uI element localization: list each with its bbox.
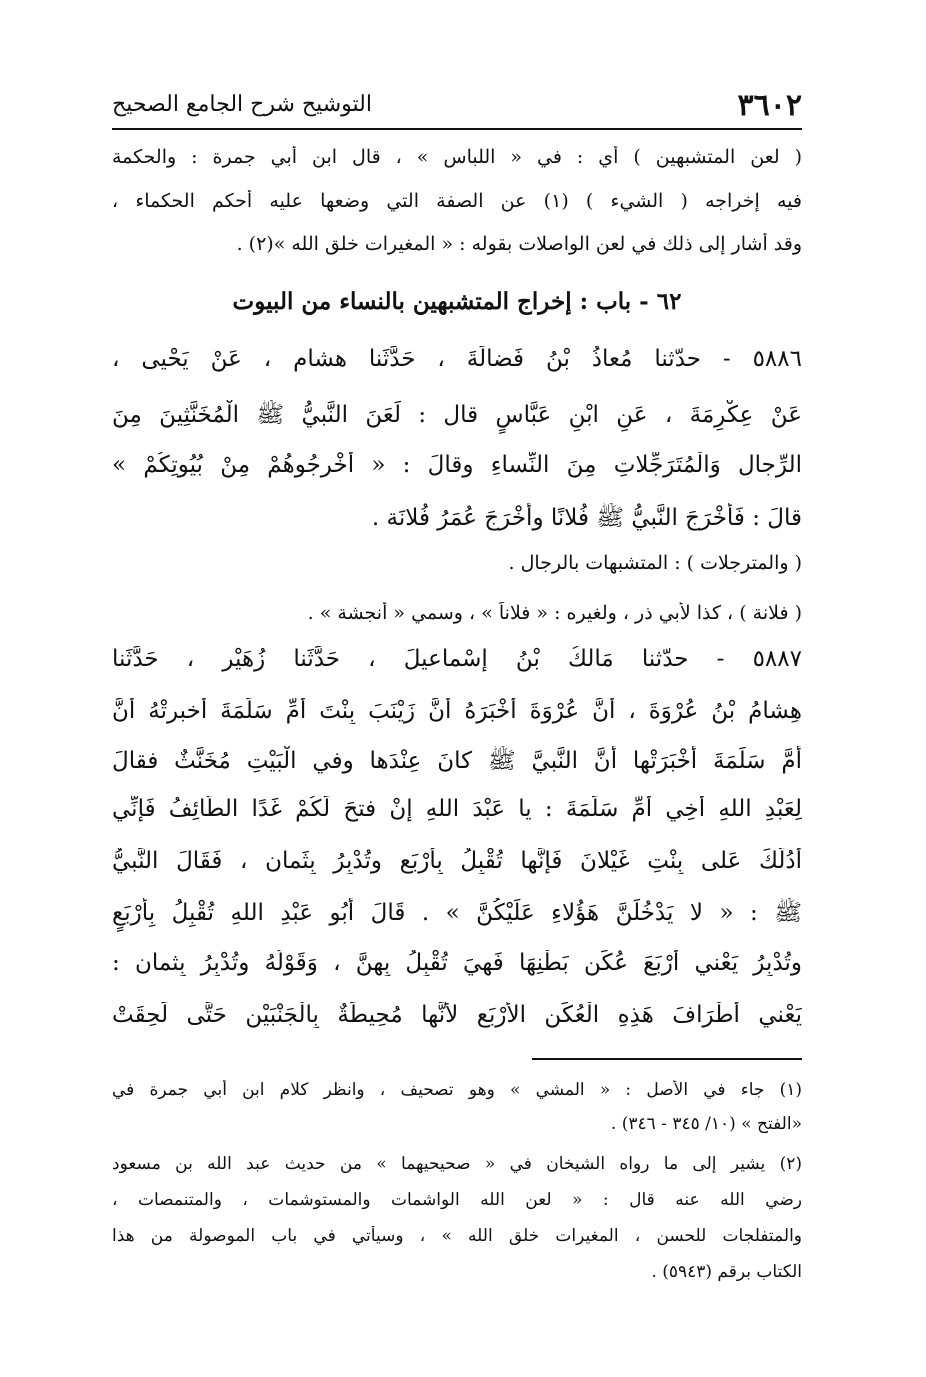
hadith-text-line: ٥٨٨٧ - حدّثنا مَالكُ بْنُ إسْماعيلَ ، حَدَّثَنا زُهَيْر ، حَدَّثَنا	[112, 646, 802, 672]
hadith-text-line: وتُدْبِرُ يَعْني أَرْبَعَ عُكَنِ بَطْنِهَا فَهِيَ تُقْبِلُ بِهِنَّ ، وَقَوْلُهُ وتُدْبِرُ بِثمان :	[112, 950, 802, 976]
chapter-heading: ٦٢ - باب : إخراج المتشبهين بالنساء من البيوت	[232, 288, 682, 315]
footnote-line: (١) جاء في الأصل : « المشي » وهو تصحيف ، وانظر كلام ابن أبي جمرة في	[112, 1080, 802, 1100]
footnote-separator	[532, 1058, 802, 1060]
footnote-line: والمتفلجات للحسن ، المغيرات خلق الله » ، وسيأتي في باب الموصولة من هذا	[112, 1226, 802, 1246]
hadith-text-line: ٥٨٨٦ - حدّثنا مُعاذُ بْنُ فَضالَةَ ، حَدَّثَنا هشام ، عَنْ يَحْيى ،	[112, 346, 802, 372]
footnote-line: «الفتح » (١٠/ ٣٤٥ - ٣٤٦) .	[610, 1114, 802, 1134]
hadith-text-line: الرِّجالِ وَالْمُتَرَجِّلاتِ مِنَ النِّساءِ وقالَ : « أَخْرِجُوهُمْ مِنْ بُيُوتِكُمْ »	[112, 452, 802, 478]
commentary-line: وقد أشار إلى ذلك في لعن الواصلات بقوله : « المغيرات خلق الله »(٢) .	[236, 233, 802, 255]
page-number: ٣٦٠٢	[737, 88, 802, 123]
running-title: التوشيح شرح الجامع الصحيح	[112, 92, 372, 117]
commentary-line: ( لعن المتشبهين ) أي : في « اللباس » ، قال ابن أبي جمرة : والحكمة	[112, 146, 802, 168]
hadith-text-line: عَنْ عِكْرِمَةَ ، عَنِ ابْنِ عَبَّاسٍ قال : لَعَنَ النَّبيُّ ﷺ الْمُخَنَّثِينَ مِنَ	[112, 402, 802, 428]
hadith-text-line: يَعْني أَطْرَافَ هَذِهِ الْعُكَنِ الأَرْبَعِ لأَنَّها مُحِيطَةٌ بِالْجَنْبَيْنِ حَتَّى لَحِقَتْ	[112, 1002, 802, 1028]
commentary-line: ( والمترجلات ) : المتشبهات بالرجال .	[508, 552, 802, 574]
footnote-line: الكتاب برقم (٥٩٤٣) .	[651, 1262, 802, 1282]
hadith-text-line: ﷺ : « لا يَدْخُلَنَّ هَؤُلاءِ عَلَيْكُنَّ » . قَالَ أَبُو عَبْدِ اللهِ تُقْبِلُ بِأَرْبَعٍ	[112, 900, 802, 926]
commentary-line: ( فلانة ) ، كذا لأبي ذر ، ولغيره : « فلاناً » ، وسمي « أنجشة » .	[307, 602, 802, 624]
commentary-line: فيه إخراجه ( الشيء ) (١) عن الصفة التي وضعها عليه أحكم الحكماء ،	[112, 190, 802, 212]
hadith-text-line: أُمَّ سَلَمَةَ أَخْبَرَتْها أَنَّ النَّبيَّ ﷺ كانَ عِنْدَها وفي الْبَيْتِ مُخَنَّثٌ فقالَ	[112, 748, 802, 774]
hadith-text-line: قالَ : فَأَخْرَجَ النَّبيُّ ﷺ فُلانًا وأَخْرَجَ عُمَرُ فُلانَة .	[371, 505, 802, 531]
hadith-text-line: لِعَبْدِ اللهِ أَخِي أُمِّ سَلَمَةَ : يا عَبْدَ اللهِ إِنْ فتحَ لَكُمْ غَدًا الطَّائِفُ فَإِنِّي	[112, 796, 802, 822]
hadith-text-line: أَدُلُّكَ عَلى بِنْتِ غَيْلانَ فَإِنَّها تُقْبِلُ بِأَرْبَعٍ وتُدْبِرُ بِثَمان ، فَقَالَ النَّبيُّ	[112, 848, 802, 874]
footnote-line: (٢) يشير إلى ما رواه الشيخان في « صحيحيهما » من حديث عبد الله بن مسعود	[112, 1154, 802, 1174]
page-header	[112, 82, 802, 130]
hadith-text-line: هِشامُ بْنُ عُرْوَةَ ، أَنَّ عُرْوَةَ أَخْبَرَهُ أَنَّ زَيْنَبَ بِنْتَ أُمِّ سَلَمَةَ أخبرتْهُ أَنَّ	[112, 698, 802, 724]
footnote-line: رضي الله عنه قال : « لعن الله الواشمات والمستوشمات ، والمتنمصات ،	[112, 1190, 802, 1210]
